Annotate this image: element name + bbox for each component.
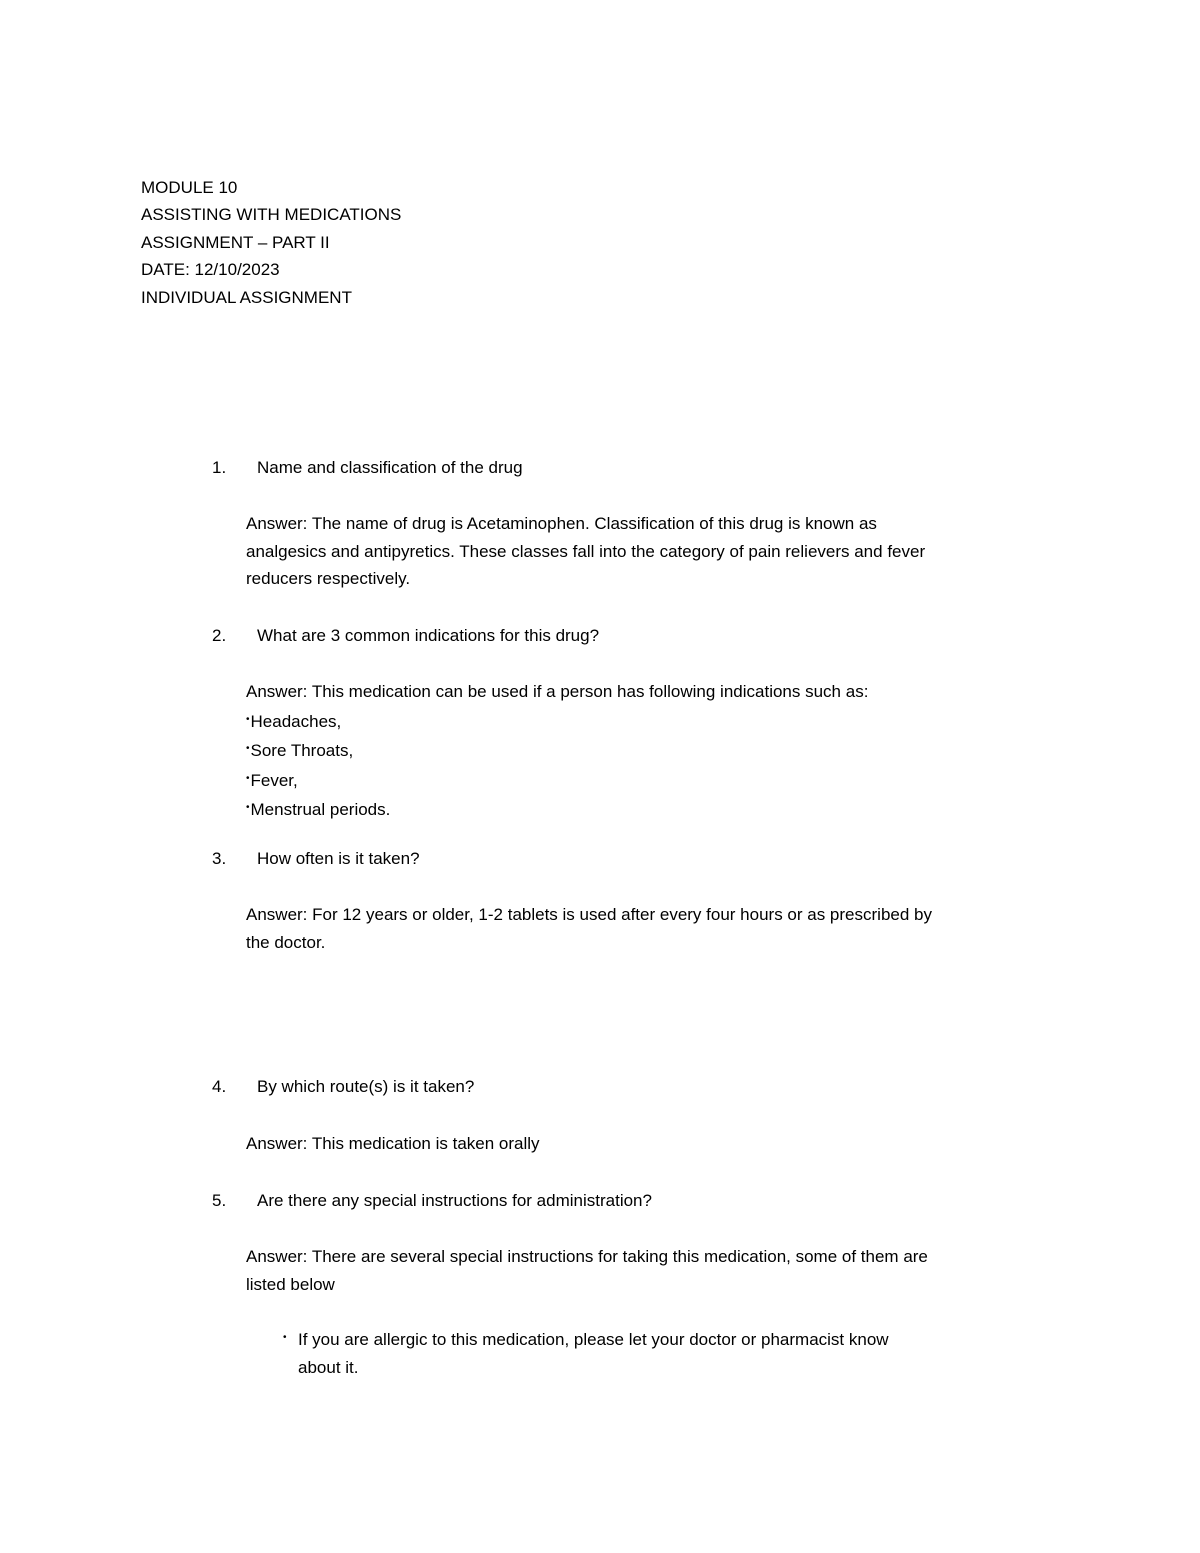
answer-line: Answer: The name of drug is Acetaminophen. Classification of this drug is known as — [246, 514, 877, 533]
question-5-text: Are there any special instructions for administration? — [257, 1191, 652, 1210]
list-item-text: about it. — [298, 1357, 359, 1377]
assignment-title: ASSIGNMENT – PART II — [141, 233, 330, 252]
answer-line: the doctor. — [246, 932, 326, 952]
question-2-number: 2. — [212, 626, 227, 645]
assignment-type: INDIVIDUAL ASSIGNMENT — [141, 288, 352, 307]
question-1-text: Name and classification of the drug — [257, 458, 523, 477]
question-4-answer — [246, 1130, 540, 1158]
answer-line: Answer: There are several special instructions for taking this medication, some of them are — [246, 1247, 928, 1266]
question-3-number: 3. — [212, 849, 227, 868]
bullet-icon: • — [246, 802, 250, 813]
bullet-icon: • — [246, 713, 250, 725]
answer-line: reducers respectively. — [246, 569, 411, 588]
list-item — [246, 794, 868, 824]
bullet-icon: • — [283, 1332, 287, 1343]
special-instruction-item — [298, 1326, 889, 1381]
answer-line: analgesics and antipyretics. These classes fall into the category of pain relievers and fever — [246, 541, 926, 561]
question-2-answer — [246, 678, 868, 824]
question-5-answer — [246, 1243, 928, 1298]
assignment-date: DATE: 12/10/2023 — [141, 260, 280, 279]
answer-line: Answer: For 12 years or older, 1-2 tablets is used after every four hours or as prescribed by — [246, 905, 932, 924]
list-item-text: Menstrual periods. — [250, 800, 391, 819]
course-title: ASSISTING WITH MEDICATIONS — [141, 205, 402, 224]
list-item-text: If you are allergic to this medication, please let your doctor or pharmacist know — [298, 1330, 889, 1349]
question-3-text: How often is it taken? — [257, 849, 420, 868]
list-item-text: Fever, — [250, 770, 298, 790]
answer-line: listed below — [246, 1274, 335, 1294]
question-3-answer — [246, 901, 932, 956]
bullet-icon: • — [246, 772, 250, 784]
question-4-number: 4. — [212, 1077, 227, 1096]
question-2-text: What are 3 common indications for this drug? — [257, 626, 600, 645]
answer-line: Answer: This medication can be used if a person has following indications such as: — [246, 682, 869, 701]
module-title: MODULE 10 — [141, 178, 238, 197]
list-item — [246, 765, 868, 795]
question-4-text: By which route(s) is it taken? — [257, 1077, 475, 1096]
answer-line: Answer: This medication is taken orally — [246, 1134, 540, 1153]
list-item-text: Headaches, — [250, 711, 342, 731]
bullet-icon: • — [246, 743, 250, 754]
question-1-number: 1. — [212, 458, 227, 477]
question-1-answer — [246, 510, 925, 593]
list-item — [246, 735, 868, 765]
question-5-number: 5. — [212, 1191, 227, 1210]
list-item-text: Sore Throats, — [250, 741, 354, 760]
list-item — [246, 706, 868, 736]
